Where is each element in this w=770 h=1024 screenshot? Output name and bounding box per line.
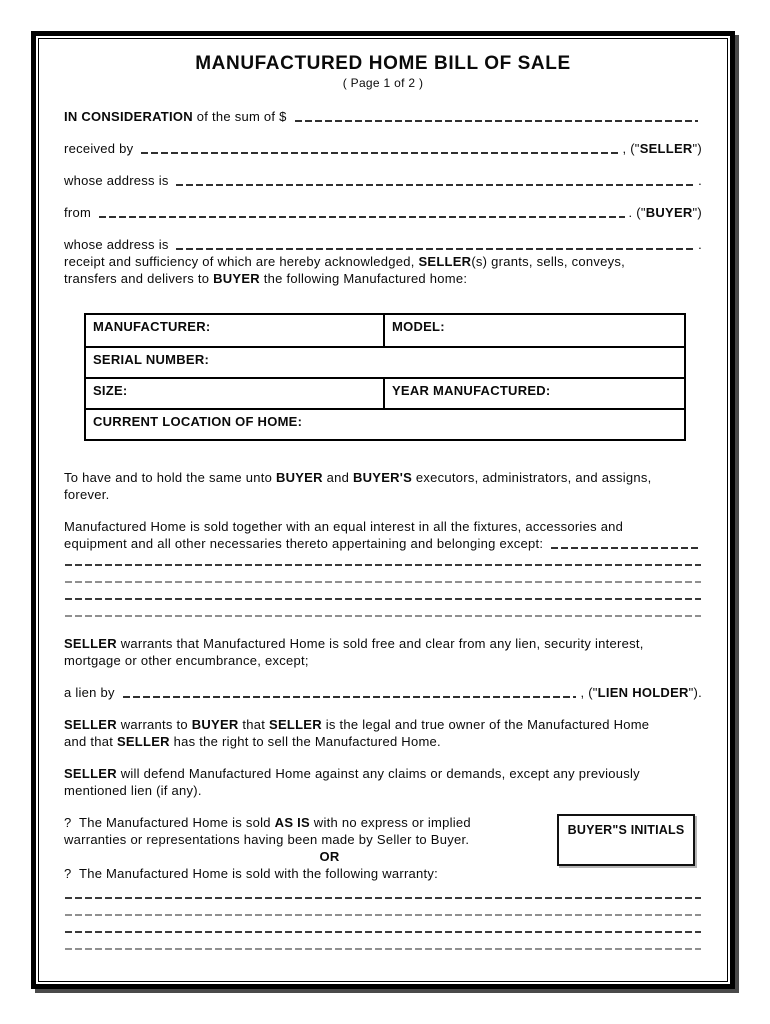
from-buyer-clause — [64, 204, 702, 221]
text-run: mentioned lien (if any). — [64, 783, 202, 798]
fill-in-blank[interactable] — [175, 236, 695, 253]
text-line — [64, 848, 539, 865]
fill-in-blank[interactable] — [550, 535, 699, 552]
text-run: warrants to — [116, 717, 192, 732]
bold-text-run: BUYER — [275, 470, 323, 485]
year-manufactured-cell[interactable] — [385, 379, 684, 408]
text-run: received by — [64, 141, 138, 156]
blank-line[interactable] — [64, 552, 702, 569]
bold-text-run: IN CONSIDERATION — [64, 109, 193, 124]
blank-line[interactable] — [64, 603, 702, 620]
text-line — [64, 782, 702, 799]
text-run: from — [64, 205, 95, 220]
free-and-clear-clause — [64, 635, 702, 669]
received-by-clause — [64, 140, 702, 157]
text-line — [64, 865, 539, 882]
bold-text-run: SELLER — [64, 717, 117, 732]
true-owner-clause — [64, 716, 702, 750]
text-run: . (" — [628, 205, 646, 220]
seller-address-clause — [64, 172, 702, 189]
text-run: , (" — [622, 141, 640, 156]
text-run: To have and to hold the same unto — [64, 470, 276, 485]
asis-clause-column — [64, 814, 557, 882]
blank-line[interactable] — [64, 902, 702, 919]
text-line — [64, 469, 702, 486]
text-line — [64, 684, 702, 701]
fill-in-blank[interactable] — [294, 108, 699, 125]
current-location-cell[interactable] — [86, 410, 684, 439]
blank-line[interactable] — [64, 586, 702, 603]
text-run: and that — [64, 734, 117, 749]
blank-line[interactable] — [64, 885, 702, 902]
size-label: SIZE: — [93, 383, 128, 398]
manufacturer-cell[interactable] — [86, 315, 385, 346]
text-line — [64, 172, 702, 189]
blank-line[interactable] — [64, 569, 702, 586]
size-cell[interactable] — [86, 379, 385, 408]
text-line — [64, 236, 702, 253]
asis-section — [64, 814, 702, 882]
text-run: executors, administrators, and assigns, — [412, 470, 652, 485]
defend-clause — [64, 765, 702, 799]
text-run: mortgage or other encumbrance, except; — [64, 653, 309, 668]
text-run: ? The Manufactured Home is sold — [64, 815, 275, 830]
table-row — [86, 377, 684, 408]
model-label: MODEL: — [392, 319, 445, 334]
text-line — [64, 253, 702, 270]
text-run: "). — [688, 685, 702, 700]
bold-text-run: LIEN HOLDER — [597, 685, 689, 700]
text-run: (s) grants, sells, conveys, — [471, 254, 626, 269]
bold-text-run: SELLER — [116, 734, 170, 749]
text-run: warranties or representations having been made by Seller to Buyer. — [64, 832, 470, 847]
text-run: ") — [692, 205, 702, 220]
text-run: ? The Manufactured Home is sold with the following warranty: — [64, 866, 439, 881]
text-run: is the legal and true owner of the Manufactured Home — [321, 717, 650, 732]
bold-text-run: BUYER — [213, 271, 260, 286]
manufacturer-label: MANUFACTURER: — [93, 319, 211, 334]
table-row — [86, 408, 684, 439]
text-line — [64, 140, 702, 157]
warranty-lines-section — [64, 885, 702, 953]
consideration-clause — [64, 108, 702, 125]
text-run: , (" — [580, 685, 598, 700]
fixtures-clause — [64, 518, 702, 620]
page-title: MANUFACTURED HOME BILL OF SALE — [195, 53, 571, 74]
text-run: whose address is — [64, 173, 173, 188]
text-line — [64, 518, 702, 535]
home-details-table — [84, 313, 686, 441]
serial-number-label: SERIAL NUMBER: — [93, 352, 210, 367]
text-line — [64, 486, 702, 503]
text-run: will defend Manufactured Home against any claims or demands, except any previously — [116, 766, 640, 781]
to-have-and-hold-clause — [64, 469, 702, 503]
text-run: warrants that Manufactured Home is sold free and clear from any lien, security interest, — [116, 636, 644, 651]
text-line — [64, 814, 539, 831]
text-run: forever. — [64, 487, 110, 502]
text-run: equipment and all other necessaries thereto appertaining and belonging except: — [64, 536, 548, 551]
table-row — [86, 315, 684, 346]
text-run: with no express or implied — [309, 815, 471, 830]
fill-in-blank[interactable] — [175, 172, 695, 189]
text-line — [64, 635, 702, 652]
lien-holder-clause — [64, 684, 702, 701]
blank-line[interactable] — [64, 936, 702, 953]
text-line — [64, 765, 702, 782]
bold-text-run: SELLER — [639, 141, 693, 156]
bold-text-run: BUYER — [191, 717, 239, 732]
text-run: receipt and sufficiency of which are hereby acknowledged, — [64, 254, 419, 269]
document-inner-frame — [38, 38, 728, 982]
text-line — [64, 831, 539, 848]
text-line — [64, 652, 702, 669]
text-run: and — [322, 470, 353, 485]
document-page — [31, 31, 735, 989]
text-run: Manufactured Home is sold together with an equal interest in all the fixtures, accessories and — [64, 519, 624, 534]
bold-text-run: SELLER — [64, 766, 117, 781]
current-location-label: CURRENT LOCATION OF HOME: — [93, 414, 303, 429]
bold-text-run: SELLER — [418, 254, 472, 269]
text-run: has the right to sell the Manufactured Home. — [169, 734, 441, 749]
text-run: transfers and delivers to — [64, 271, 214, 286]
table-row — [86, 346, 684, 377]
fill-in-blank[interactable] — [122, 684, 578, 701]
text-run: . — [698, 173, 702, 188]
text-line — [64, 270, 702, 287]
buyers-initials-label: BUYER"S INITIALS — [567, 823, 685, 837]
text-line — [64, 204, 702, 221]
buyers-initials-box[interactable] — [557, 814, 695, 866]
year-manufactured-label: YEAR MANUFACTURED: — [392, 383, 551, 398]
text-run: of the sum of $ — [192, 109, 291, 124]
document-header — [64, 52, 702, 91]
bold-text-run: SELLER — [64, 636, 117, 651]
text-line — [64, 733, 702, 750]
text-run: whose address is — [64, 237, 173, 252]
blank-line[interactable] — [64, 919, 702, 936]
text-run: a lien by — [64, 685, 119, 700]
text-run: the following Manufactured home: — [259, 271, 468, 286]
text-line — [64, 535, 702, 552]
terms-section — [64, 469, 702, 799]
serial-number-cell[interactable] — [86, 348, 684, 377]
fill-in-blank[interactable] — [140, 140, 619, 157]
bold-text-run: OR — [319, 849, 340, 864]
text-run: ") — [692, 141, 702, 156]
text-line — [64, 716, 702, 733]
bold-text-run: SELLER — [269, 717, 322, 732]
bold-text-run: BUYER — [645, 205, 693, 220]
model-cell[interactable] — [385, 315, 684, 346]
text-run: that — [238, 717, 270, 732]
parties-section — [64, 108, 702, 287]
bold-text-run: BUYER'S — [352, 470, 413, 485]
text-line — [64, 108, 702, 125]
bold-text-run: AS IS — [274, 815, 310, 830]
fill-in-blank[interactable] — [98, 204, 626, 221]
page-subtitle: ( Page 1 of 2 ) — [342, 76, 424, 90]
text-run: . — [698, 237, 702, 252]
buyer-address-acknowledgement-clause — [64, 236, 702, 287]
